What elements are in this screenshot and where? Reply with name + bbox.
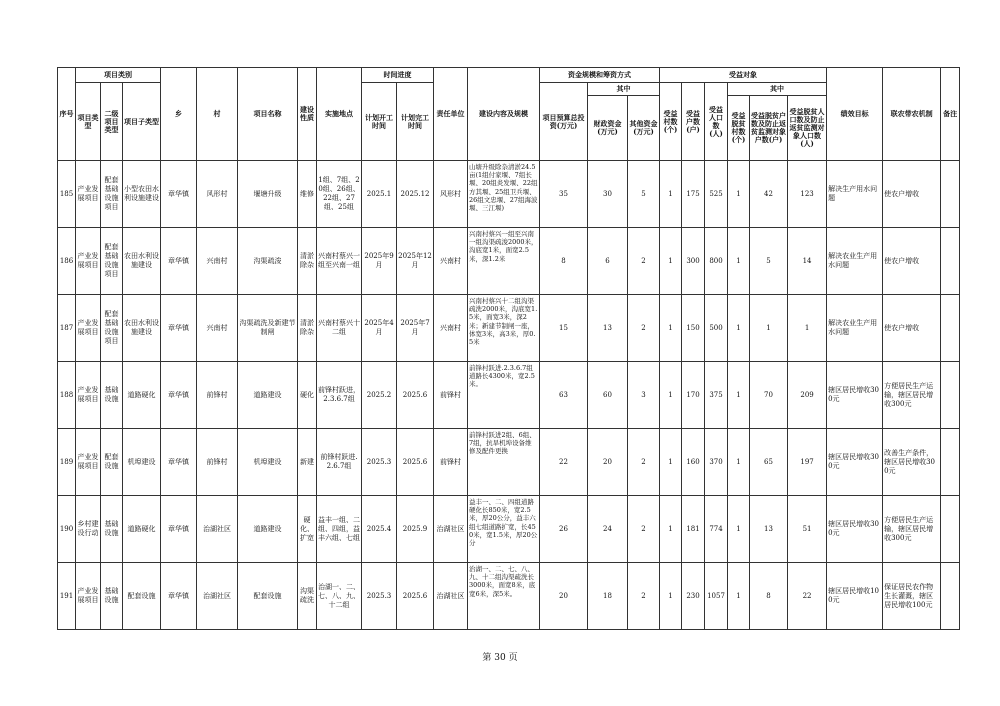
header-content: 建设内容及规模 (468, 68, 540, 161)
remark-cell (941, 228, 960, 295)
b-households-cell: 300 (682, 228, 705, 295)
unit-cell: 治湖社区 (434, 496, 468, 563)
b-people-cell: 525 (705, 161, 728, 228)
remark-cell (941, 362, 960, 429)
table-row (58, 228, 960, 295)
mechanism-cell: 方便居民生产运输，辖区居民增收300元 (883, 496, 941, 563)
content-cell: 前锋村跃进.2.3.6.7组道路长4300米，宽2.5米。 (468, 362, 540, 429)
seq-cell: 191 (58, 563, 76, 630)
fiscal-cell: 6 (588, 228, 628, 295)
b-poor-people-cell: 14 (788, 228, 827, 295)
village-cell: 前锋村 (197, 429, 238, 496)
end-cell: 2025年7月 (397, 295, 434, 362)
location-cell: 前锋村跃进，2.3.6.7组 (317, 362, 362, 429)
name-cell: 配套设施 (238, 563, 298, 630)
unit-cell: 前锋村 (434, 362, 468, 429)
header-name: 项目名称 (238, 68, 298, 161)
township-cell: 章华镇 (161, 496, 197, 563)
township-cell: 章华镇 (161, 429, 197, 496)
b-households-cell: 150 (682, 295, 705, 362)
table-body (58, 161, 960, 630)
other-cell: 2 (628, 228, 660, 295)
b-poor-households-cell: 65 (750, 429, 788, 496)
type-cell: 产业发展项目 (76, 362, 101, 429)
name-cell: 沟渠疏洗及新建节制闸 (238, 295, 298, 362)
start-cell: 2025年9月 (362, 228, 397, 295)
b-villages-cell: 1 (660, 161, 682, 228)
fiscal-cell: 30 (588, 161, 628, 228)
unit-cell: 前锋村 (434, 429, 468, 496)
end-cell: 2025.9 (397, 496, 434, 563)
start-cell: 2025.4 (362, 496, 397, 563)
budget-cell: 26 (540, 496, 588, 563)
type-cell: 产业发展项目 (76, 563, 101, 630)
b-poor-people-cell: 209 (788, 362, 827, 429)
header-remark: 备注 (941, 68, 960, 161)
location-cell: 兴南村蔡兴十二组 (317, 295, 362, 362)
budget-cell: 63 (540, 362, 588, 429)
mechanism-cell: 使农户增收 (883, 295, 941, 362)
goal-cell: 辖区居民增收100元 (827, 563, 883, 630)
content-cell: 益丰一、二、四组道路硬化长850米，宽2.5米，厚20公分，益丰六组七组道路扩宽，长450米，宽1.5米，厚20公分 (468, 496, 540, 563)
table-row (58, 295, 960, 362)
header-b-households: 受益户数(户) (682, 83, 705, 161)
b-villages-cell: 1 (660, 496, 682, 563)
content-cell: 兴南村蔡兴一组至兴南一组沟渠疏浚2000米，沟底宽1米，面宽2.5米，深1.2米 (468, 228, 540, 295)
b-poor-villages-cell: 1 (728, 228, 750, 295)
sub2-cell: 配套基础设施项目 (101, 228, 123, 295)
header-funding: 资金规模和筹资方式 (540, 68, 660, 83)
seq-cell: 187 (58, 295, 76, 362)
mechanism-cell: 改善生产条件，辖区居民增收300元 (883, 429, 941, 496)
start-cell: 2025.2 (362, 362, 397, 429)
goal-cell: 辖区居民增收300元 (827, 362, 883, 429)
remark-cell (941, 161, 960, 228)
mechanism-cell: 使农户增收 (883, 228, 941, 295)
b-people-cell: 500 (705, 295, 728, 362)
mechanism-cell: 保证居民农作物生长灌溉，辖区居民增收100元 (883, 563, 941, 630)
end-cell: 2025年12月 (397, 228, 434, 295)
nature-cell: 硬化、扩宽 (298, 496, 317, 563)
remark-cell (941, 563, 960, 630)
header-other: 其他资金(万元) (628, 96, 660, 161)
header-end: 计划完工时间 (397, 83, 434, 161)
location-cell: 1组、7组、20组、26组、22组、27组、25组 (317, 161, 362, 228)
goal-cell: 解决农业生产用水问题 (827, 228, 883, 295)
page-number: 第 30 页 (482, 653, 518, 663)
header-cat-subtype: 项目子类型 (123, 83, 161, 161)
header-village: 村 (197, 68, 238, 161)
header-budget: 项目预算总投资(万元) (540, 83, 588, 161)
header-start: 计划开工时间 (362, 83, 397, 161)
seq-cell: 190 (58, 496, 76, 563)
subtype-cell: 道路硬化 (123, 362, 161, 429)
name-cell: 沟渠疏浚 (238, 228, 298, 295)
subtype-cell: 小型农田水利设施建设 (123, 161, 161, 228)
content-cell: 山塘升级除杂清淤24.5亩(1组付家堰、7组长堰、20组炎发堰、22组方其堰、25组卫兵堰、26组文忠堰、27组海波堰、三江堰) (468, 161, 540, 228)
seq-cell: 189 (58, 429, 76, 496)
nature-cell: 新建 (298, 429, 317, 496)
seq-cell: 186 (58, 228, 76, 295)
b-villages-cell: 1 (660, 429, 682, 496)
fiscal-cell: 18 (588, 563, 628, 630)
b-poor-people-cell: 51 (788, 496, 827, 563)
header-b-among: 其中 (728, 83, 827, 96)
location-cell: 兴南村蔡兴一组至兴南一组 (317, 228, 362, 295)
header-nature: 建设性质 (298, 68, 317, 161)
unit-cell: 风形村 (434, 161, 468, 228)
content-cell: 前锋村跃进2组、6组、7组，抗旱机埠设备维修及配件更换 (468, 429, 540, 496)
table-row (58, 563, 960, 630)
village-cell: 兴南村 (197, 228, 238, 295)
name-cell: 道路建设 (238, 362, 298, 429)
subtype-cell: 配套设施 (123, 563, 161, 630)
table-row (58, 161, 960, 228)
b-households-cell: 230 (682, 563, 705, 630)
b-people-cell: 774 (705, 496, 728, 563)
name-cell: 堰塘升级 (238, 161, 298, 228)
village-cell: 风形村 (197, 161, 238, 228)
fiscal-cell: 24 (588, 496, 628, 563)
b-poor-villages-cell: 1 (728, 563, 750, 630)
budget-cell: 20 (540, 563, 588, 630)
township-cell: 章华镇 (161, 161, 197, 228)
township-cell: 章华镇 (161, 362, 197, 429)
budget-cell: 35 (540, 161, 588, 228)
header-category: 项目类别 (76, 68, 161, 83)
nature-cell: 沟渠疏洗 (298, 563, 317, 630)
location-cell: 治湖一、二、七、八、九、十二组 (317, 563, 362, 630)
header-location: 实施地点 (317, 68, 362, 161)
unit-cell: 兴南村 (434, 228, 468, 295)
township-cell: 章华镇 (161, 295, 197, 362)
type-cell: 乡村建设行动 (76, 496, 101, 563)
b-households-cell: 160 (682, 429, 705, 496)
end-cell: 2025.6 (397, 563, 434, 630)
remark-cell (941, 295, 960, 362)
other-cell: 2 (628, 496, 660, 563)
subtype-cell: 机埠建设 (123, 429, 161, 496)
start-cell: 2025.3 (362, 563, 397, 630)
sub2-cell: 基础设施 (101, 563, 123, 630)
b-poor-households-cell: 70 (750, 362, 788, 429)
goal-cell: 解决农业生产用水问题 (827, 295, 883, 362)
table-row (58, 429, 960, 496)
other-cell: 2 (628, 429, 660, 496)
type-cell: 产业发展项目 (76, 429, 101, 496)
b-poor-households-cell: 1 (750, 295, 788, 362)
b-households-cell: 175 (682, 161, 705, 228)
type-cell: 产业发展项目 (76, 228, 101, 295)
name-cell: 道路建设 (238, 496, 298, 563)
goal-cell: 辖区居民增收300元 (827, 496, 883, 563)
end-cell: 2025.6 (397, 429, 434, 496)
township-cell: 章华镇 (161, 563, 197, 630)
b-poor-villages-cell: 1 (728, 362, 750, 429)
content-cell: 治湖一、二、七、八、九、十二组沟渠疏洗长3000米，面宽8米，底宽6米，深5米。 (468, 563, 540, 630)
header-mechanism: 联农带农机制 (883, 68, 941, 161)
nature-cell: 清淤除杂 (298, 228, 317, 295)
header-fiscal: 财政资金(万元) (588, 96, 628, 161)
location-cell: 益丰一组、二组、四组，益丰六组、七组 (317, 496, 362, 563)
b-poor-villages-cell: 1 (728, 161, 750, 228)
sub2-cell: 配套基础设施项目 (101, 161, 123, 228)
b-people-cell: 370 (705, 429, 728, 496)
start-cell: 2025.1 (362, 161, 397, 228)
village-cell: 前锋村 (197, 362, 238, 429)
b-households-cell: 181 (682, 496, 705, 563)
mechanism-cell: 使农户增收 (883, 161, 941, 228)
content-cell: 兴南村蔡兴十二组沟渠疏洗2000米，沟底宽1.5米，面宽3米，深2米；新建节制闸一座，体宽3米，高3米，厚0.5米 (468, 295, 540, 362)
village-cell: 治湖社区 (197, 496, 238, 563)
fiscal-cell: 60 (588, 362, 628, 429)
other-cell: 3 (628, 362, 660, 429)
other-cell: 5 (628, 161, 660, 228)
subtype-cell: 农田水利设施建设 (123, 295, 161, 362)
sub2-cell: 配套基础设施项目 (101, 295, 123, 362)
end-cell: 2025.6 (397, 362, 434, 429)
b-poor-people-cell: 1 (788, 295, 827, 362)
table-row (58, 362, 960, 429)
nature-cell: 清淤除杂 (298, 295, 317, 362)
header-b-poor-people: 受益脱贫人口数及防止返贫监测对象人口数(人) (788, 96, 827, 161)
budget-cell: 15 (540, 295, 588, 362)
type-cell: 产业发展项目 (76, 295, 101, 362)
nature-cell: 硬化 (298, 362, 317, 429)
village-cell: 兴南村 (197, 295, 238, 362)
b-poor-villages-cell: 1 (728, 295, 750, 362)
header-cat-type: 项目类型 (76, 83, 101, 161)
header-seq: 序号 (58, 68, 76, 161)
sub2-cell: 配套设施 (101, 429, 123, 496)
b-villages-cell: 1 (660, 563, 682, 630)
b-people-cell: 800 (705, 228, 728, 295)
end-cell: 2025.12 (397, 161, 434, 228)
header-beneficiary: 受益对象 (660, 68, 827, 83)
header-b-poor-households: 受益脱贫户数及防止返贫监测对象户数(户) (750, 96, 788, 161)
subtype-cell: 农田水利设施建设 (123, 228, 161, 295)
header-unit: 责任单位 (434, 68, 468, 161)
b-poor-people-cell: 22 (788, 563, 827, 630)
b-villages-cell: 1 (660, 295, 682, 362)
table-row (58, 496, 960, 563)
fiscal-cell: 20 (588, 429, 628, 496)
b-poor-households-cell: 8 (750, 563, 788, 630)
header-b-people: 受益人口数(人) (705, 83, 728, 161)
budget-cell: 8 (540, 228, 588, 295)
b-poor-villages-cell: 1 (728, 496, 750, 563)
unit-cell: 治湖社区 (434, 563, 468, 630)
budget-cell: 22 (540, 429, 588, 496)
b-people-cell: 375 (705, 362, 728, 429)
remark-cell (941, 429, 960, 496)
name-cell: 机埠建设 (238, 429, 298, 496)
type-cell: 产业发展项目 (76, 161, 101, 228)
header-among: 其中 (588, 83, 660, 96)
sub2-cell: 基础设施 (101, 362, 123, 429)
seq-cell: 188 (58, 362, 76, 429)
header-goal: 绩效目标 (827, 68, 883, 161)
goal-cell: 辖区居民增收300元 (827, 429, 883, 496)
header-b-poor-villages: 受益脱贫村数(个) (728, 96, 750, 161)
other-cell: 2 (628, 563, 660, 630)
b-villages-cell: 1 (660, 362, 682, 429)
township-cell: 章华镇 (161, 228, 197, 295)
other-cell: 2 (628, 295, 660, 362)
header-township: 乡 (161, 68, 197, 161)
b-poor-households-cell: 13 (750, 496, 788, 563)
remark-cell (941, 496, 960, 563)
b-poor-people-cell: 123 (788, 161, 827, 228)
sub2-cell: 基础设施 (101, 496, 123, 563)
b-poor-households-cell: 5 (750, 228, 788, 295)
b-villages-cell: 1 (660, 228, 682, 295)
start-cell: 2025年4月 (362, 295, 397, 362)
b-people-cell: 1057 (705, 563, 728, 630)
goal-cell: 解决生产用水问题 (827, 161, 883, 228)
project-table (57, 67, 960, 630)
location-cell: 前锋村跃进.2.6.7组 (317, 429, 362, 496)
mechanism-cell: 方便居民生产运输，辖区居民增收300元 (883, 362, 941, 429)
subtype-cell: 道路硬化 (123, 496, 161, 563)
fiscal-cell: 13 (588, 295, 628, 362)
b-poor-households-cell: 42 (750, 161, 788, 228)
b-poor-people-cell: 197 (788, 429, 827, 496)
header-schedule: 时间进度 (362, 68, 434, 83)
header-cat-sub2: 二级项目类型 (101, 83, 123, 161)
header-b-villages: 受益村数(个) (660, 83, 682, 161)
seq-cell: 185 (58, 161, 76, 228)
nature-cell: 维修 (298, 161, 317, 228)
village-cell: 治湖社区 (197, 563, 238, 630)
b-poor-villages-cell: 1 (728, 429, 750, 496)
start-cell: 2025.3 (362, 429, 397, 496)
b-households-cell: 170 (682, 362, 705, 429)
unit-cell: 兴南村 (434, 295, 468, 362)
